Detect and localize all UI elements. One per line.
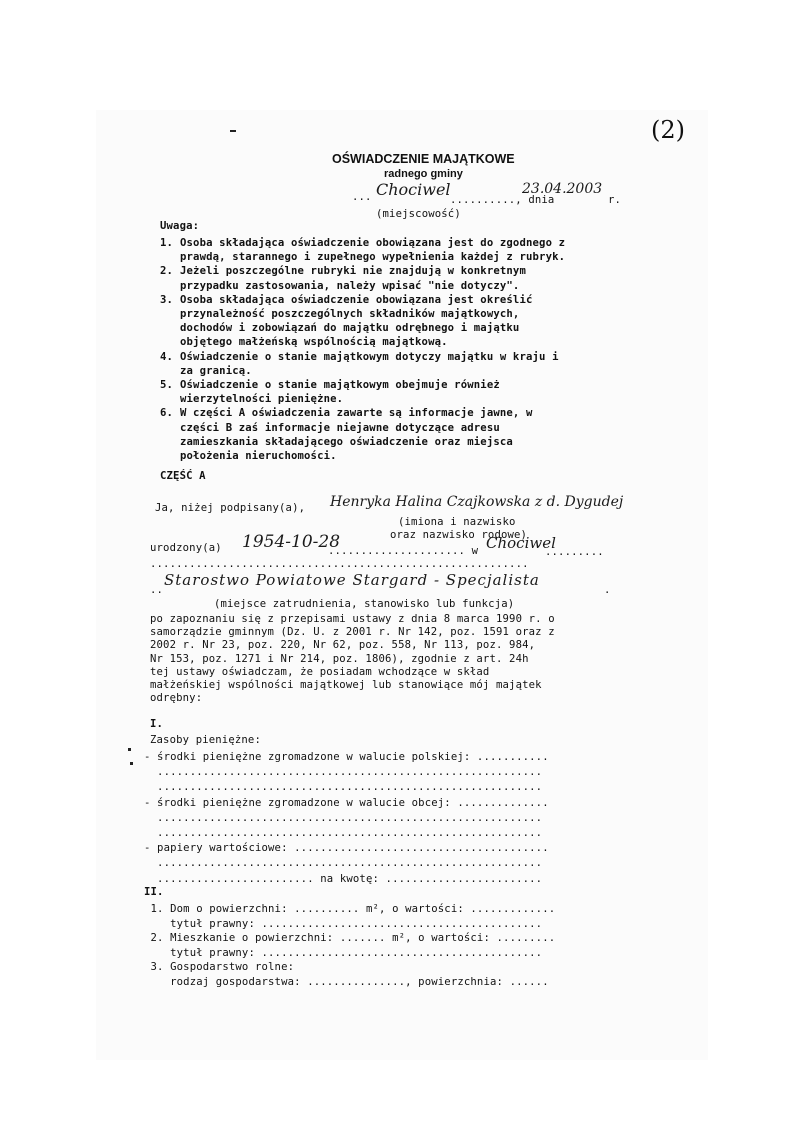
- section-1-line: - środki pieniężne zgromadzone w walucie polskiej: ...........: [144, 751, 549, 763]
- uwaga-item-number: 6.: [160, 407, 174, 420]
- uwaga-item-text: objętego małżeńską wspólnością majątkową.: [180, 336, 448, 349]
- uwaga-item-line: [160, 350, 565, 364]
- uwaga-item-line: [160, 250, 565, 264]
- statement-line: 2002 r. Nr 23, poz. 220, Nr 62, poz. 558, Nr 113, poz. 984,: [150, 639, 536, 652]
- uwaga-item-text: Jeżeli poszczególne rubryki nie znajdują w konkretnym: [180, 265, 526, 278]
- name-caption-2: oraz nazwisko rodowe): [390, 529, 528, 541]
- uwaga-item-text: dochodów i zobowiązań do majątku odrębnego i majątku: [180, 322, 520, 335]
- section-1-line: ...........................................................: [144, 766, 543, 779]
- document-subtitle: radnego gminy: [384, 168, 463, 180]
- uwaga-item-line: [160, 378, 565, 392]
- uwaga-item-text: zamieszkania składającego oświadczenie oraz miejsca: [180, 435, 513, 448]
- signed-label: Ja, niżej podpisany(a),: [155, 502, 306, 514]
- uwaga-item-text: części B zaś informacje niejawne dotyczące adresu: [180, 421, 500, 434]
- uwaga-item-line: [160, 421, 565, 435]
- uwaga-item-line: [160, 435, 565, 449]
- uwaga-item-text: przypadku zastosowania, należy wpisać "nie dotyczy".: [180, 279, 520, 292]
- page-number-mark: (2): [651, 116, 685, 144]
- uwaga-item-number: 1.: [160, 237, 174, 249]
- section-2-line: 2. Mieszkanie o powierzchni: ....... m², o wartości: .........: [144, 932, 556, 945]
- uwaga-list: [160, 236, 565, 463]
- scan-speck: [130, 762, 133, 765]
- section-1-line: ...........................................................: [144, 781, 543, 794]
- uwaga-item-text: W części A oświadczenia zawarte są informacje jawne, w: [180, 407, 533, 420]
- statement-paragraph: [150, 613, 555, 705]
- date-handwritten: 23.04.2003: [522, 181, 603, 197]
- statement-line: tej ustawy oświadczam, że posiadam wchodzące w skład: [150, 665, 490, 678]
- place-dots: ...: [352, 191, 372, 203]
- statement-line: małżeńskiej wspólności majątkowej lub stanowiące mój majątek: [150, 679, 542, 692]
- section-1-line: ...........................................................: [144, 811, 543, 824]
- employment-handwritten: Starostwo Powiatowe Stargard - Specjalista: [164, 571, 540, 589]
- statement-line: po zapoznaniu się z przepisami ustawy z dnia 8 marca 1990 r. o: [150, 613, 555, 625]
- uwaga-item-line: [160, 406, 565, 420]
- employment-caption: (miejsce zatrudnienia, stanowisko lub funkcja): [214, 598, 515, 610]
- section-1-heading: Zasoby pieniężne:: [150, 734, 261, 746]
- place-handwritten: Chociwel: [376, 180, 451, 199]
- uwaga-item-number: 5.: [160, 379, 174, 392]
- uwaga-item-text: prawdą, starannego i zupełnego wypełnienia każdej z rubryk.: [180, 251, 566, 264]
- uwaga-item-number: 3.: [160, 293, 174, 306]
- section-2-line: tytuł prawny: ...........................................: [144, 917, 543, 930]
- uwaga-item-line: [160, 364, 565, 378]
- uwaga-item-text: za granicą.: [180, 364, 252, 377]
- uwaga-item-line: [160, 279, 565, 293]
- statement-line: Nr 153, poz. 1271 i Nr 214, poz. 1806), zgodnie z art. 24h: [150, 652, 529, 665]
- date-suffix: r.: [608, 194, 622, 206]
- section-2-lines: [144, 902, 555, 990]
- uwaga-item-number: 4.: [160, 350, 174, 363]
- uwaga-item-line: [160, 264, 565, 278]
- uwaga-item-line: [160, 449, 565, 463]
- section-2-line: rodzaj gospodarstwa: ..............., powierzchnia: ......: [144, 975, 549, 988]
- section-1-line: - papiery wartościowe: .......................................: [144, 842, 549, 855]
- part-a-heading: CZĘŚĆ A: [160, 470, 206, 482]
- section-1-line: - środki pieniężne zgromadzone w walucie obcej: ..............: [144, 796, 549, 809]
- employment-dots-left: ..: [150, 584, 164, 596]
- scan-speck: [230, 130, 236, 132]
- uwaga-item-line: [160, 307, 565, 321]
- section-1-line: ........................ na kwotę: ........................: [144, 872, 543, 885]
- uwaga-item-line: [160, 392, 565, 406]
- born-in-label: ..................... w: [328, 545, 479, 557]
- signed-name-handwritten: Henryka Halina Czajkowska z d. Dygudej: [330, 494, 624, 510]
- section-2-line: tytuł prawny: ...........................................: [144, 946, 543, 959]
- uwaga-item-line: [160, 335, 565, 349]
- uwaga-item-line: [160, 236, 565, 250]
- scan-speck: [128, 748, 131, 751]
- uwaga-heading: Uwaga:: [160, 220, 200, 232]
- uwaga-item-line: [160, 293, 565, 307]
- uwaga-item-text: wierzytelności pieniężne.: [180, 393, 344, 406]
- born-place-dots: .........: [545, 546, 604, 558]
- uwaga-item-text: przynależność poszczególnych składników majątkowych,: [180, 308, 520, 321]
- name-caption-1: (imiona i nazwisko: [398, 516, 516, 528]
- uwaga-item-text: Oświadczenie o stanie majątkowym dotyczy majątku w kraju i: [180, 350, 559, 363]
- document-title: OŚWIADCZENIE MAJĄTKOWE: [332, 152, 515, 166]
- statement-line: odrębny:: [150, 692, 203, 705]
- uwaga-item-text: Oświadczenie o stanie majątkowym obejmuje również: [180, 379, 500, 392]
- section-1-number: I.: [150, 718, 164, 730]
- born-label: urodzony(a): [150, 542, 222, 554]
- date-label: .........., dnia: [450, 194, 555, 206]
- section-2-line: 1. Dom o powierzchni: .......... m², o wartości: .............: [144, 903, 556, 915]
- born-date-handwritten: 1954-10-28: [242, 532, 341, 552]
- dots-line: ..........................................................: [150, 558, 529, 570]
- employment-dots-right: .: [604, 584, 611, 596]
- section-2-number: II.: [144, 886, 164, 898]
- uwaga-item-text: Osoba składająca oświadczenie obowiązana jest określić: [180, 293, 533, 306]
- uwaga-item-number: 2.: [160, 265, 174, 278]
- section-2-line: 3. Gospodarstwo rolne:: [144, 961, 295, 974]
- section-1-line: ...........................................................: [144, 827, 543, 840]
- place-caption: (miejscowość): [376, 208, 461, 220]
- uwaga-item-line: [160, 321, 565, 335]
- statement-line: samorządzie gminnym (Dz. U. z 2001 r. Nr 142, poz. 1591 oraz z: [150, 626, 555, 639]
- section-1-lines: [144, 750, 549, 887]
- uwaga-item-text: Osoba składająca oświadczenie obowiązana jest do zgodnego z: [180, 237, 566, 249]
- born-place-handwritten: Chociwel: [486, 534, 556, 552]
- uwaga-item-text: położenia nieruchomości.: [180, 450, 337, 463]
- section-1-line: ...........................................................: [144, 857, 543, 870]
